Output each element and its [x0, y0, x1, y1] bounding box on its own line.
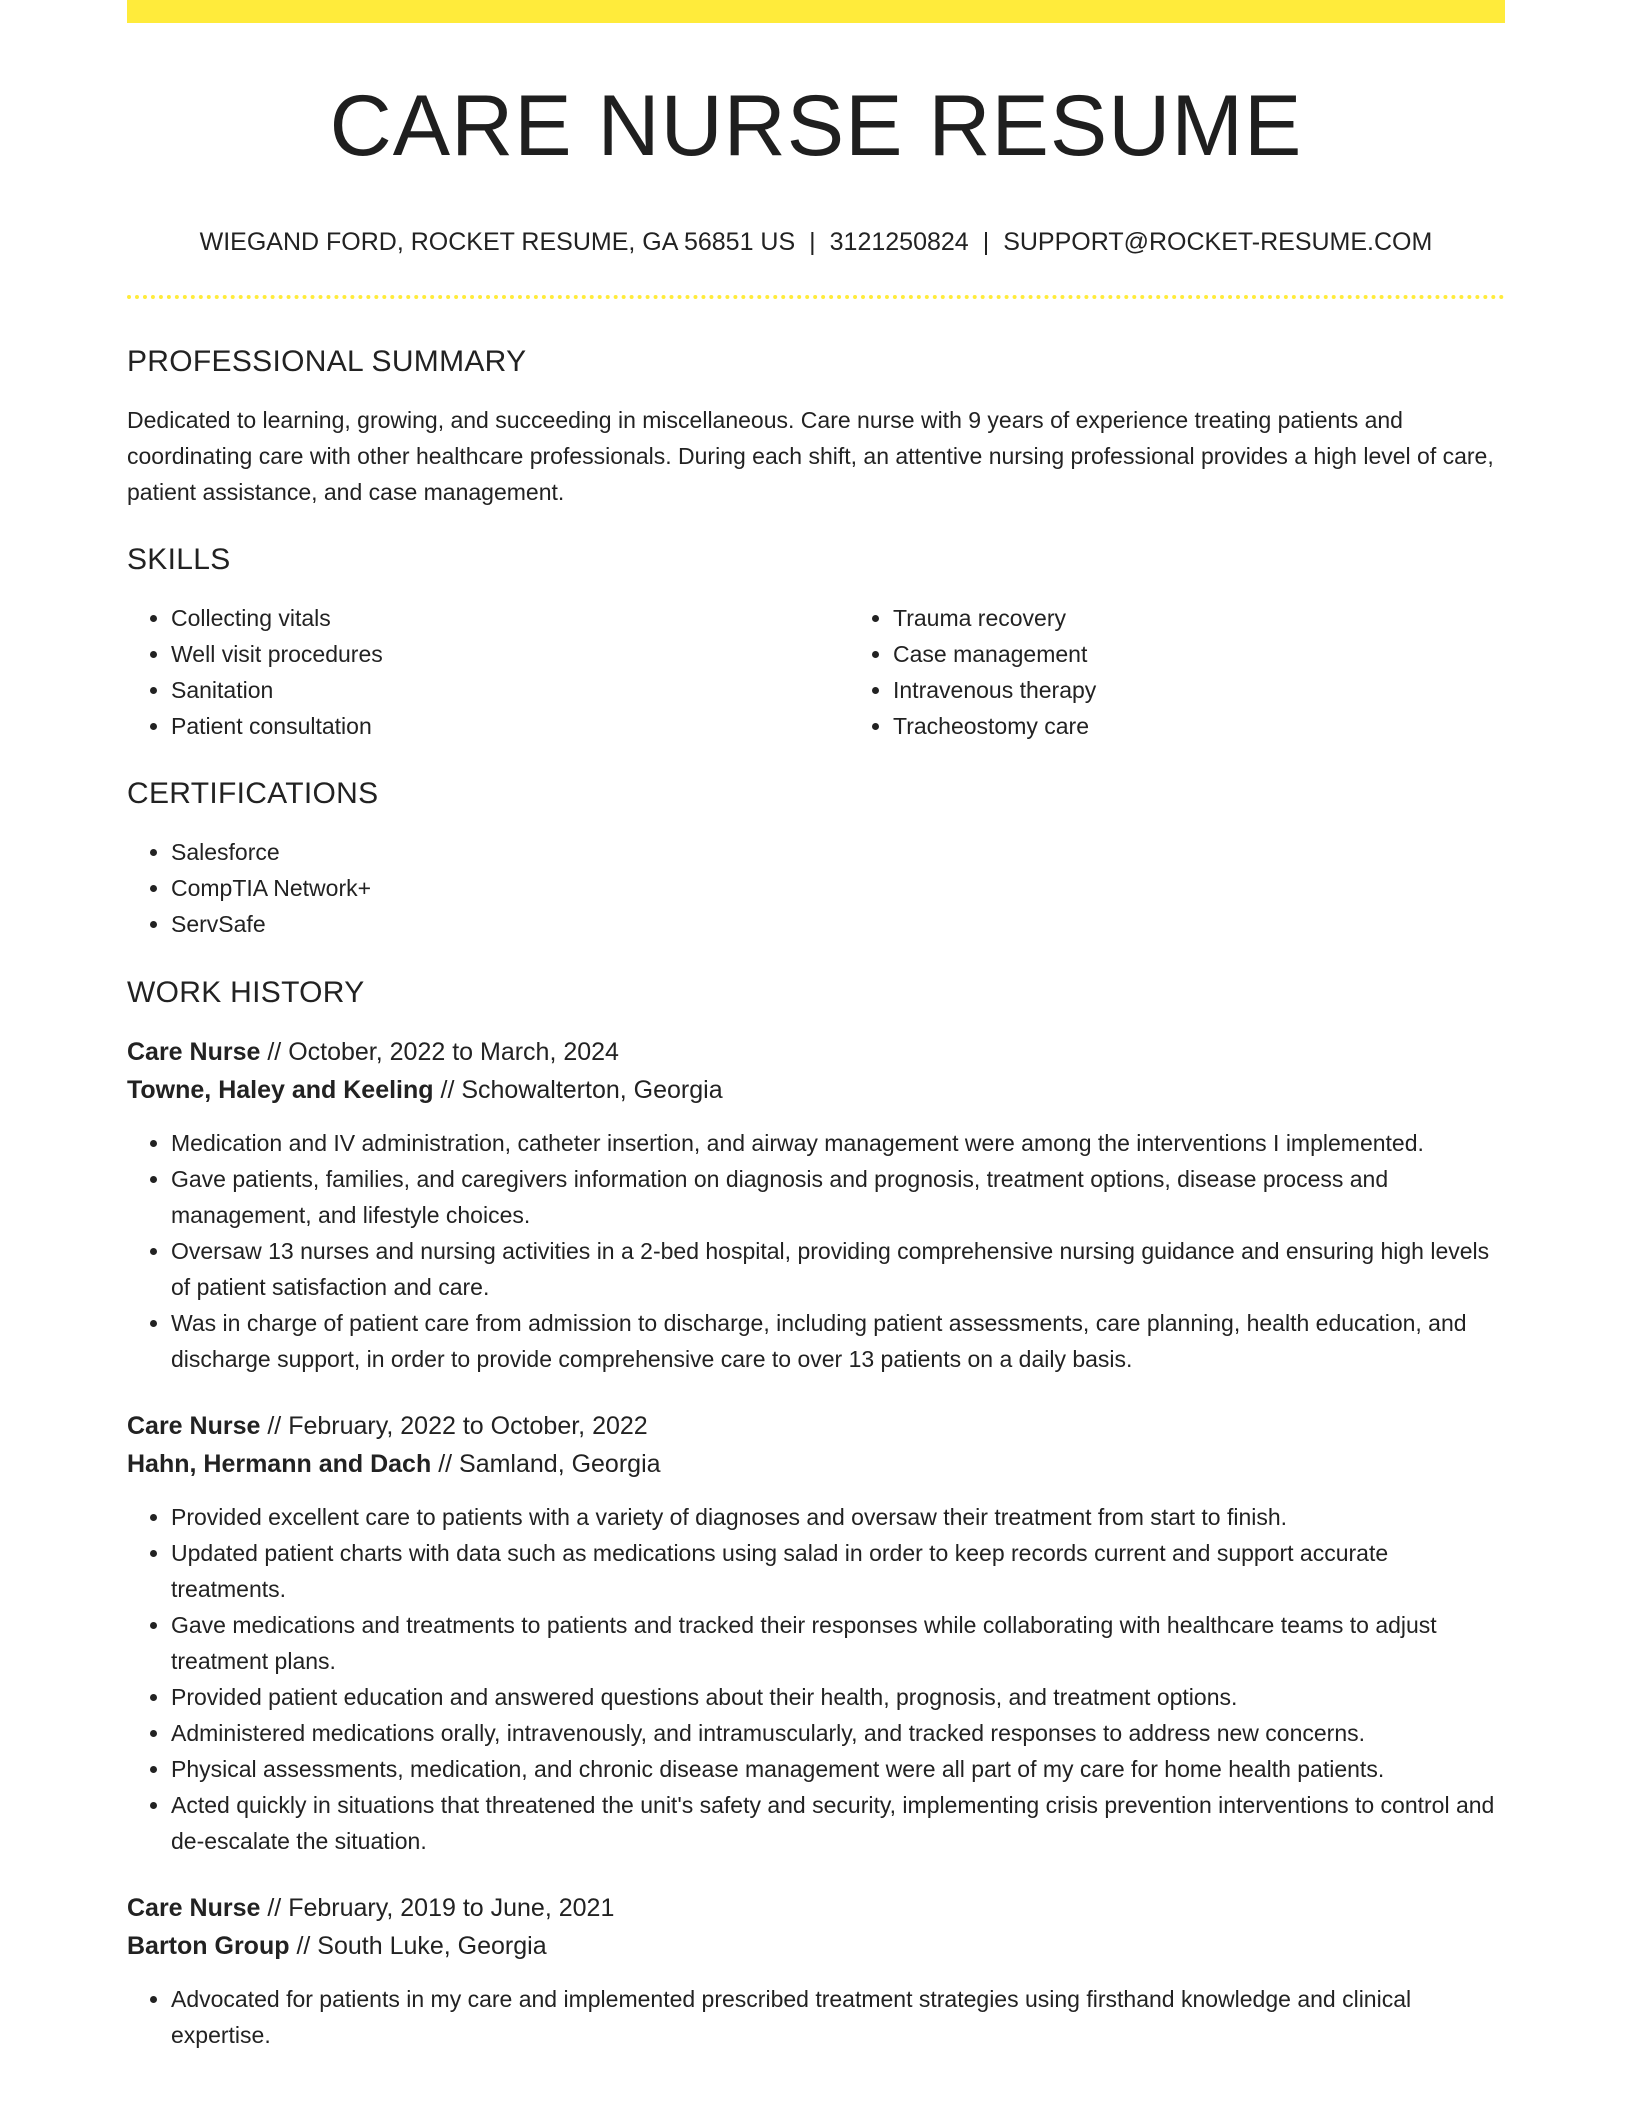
- job-bullet: • Medication and IV administration, catheter insertion, and airway management were among the interventions I implemented.: [171, 1125, 1505, 1161]
- work-history-heading: WORK HISTORY: [127, 976, 365, 1009]
- contact-line: [127, 227, 1505, 257]
- contact-separator: |: [982, 228, 990, 256]
- job-title: Care Nurse: [127, 1894, 261, 1922]
- skill-item: • Case management: [893, 636, 1505, 672]
- summary-section: [127, 344, 1505, 510]
- job-location: // Schowalterton, Georgia: [440, 1076, 723, 1104]
- job-title: Care Nurse: [127, 1038, 261, 1066]
- job-location: // Samland, Georgia: [438, 1450, 661, 1478]
- job-dates: // October, 2022 to March, 2024: [267, 1038, 619, 1066]
- work-history-section: [127, 975, 1505, 2053]
- job-company: Towne, Haley and Keeling: [127, 1076, 434, 1104]
- job-company-line: [127, 1445, 1505, 1483]
- job-company-line: [127, 1927, 1505, 1965]
- job-bullet: • Provided excellent care to patients with a variety of diagnoses and oversaw their treatment from start to finish.: [171, 1499, 1505, 1535]
- job-title-line: [127, 1033, 1505, 1071]
- skill-item: • Tracheostomy care: [893, 708, 1505, 744]
- skill-item: • Trauma recovery: [893, 600, 1505, 636]
- accent-top-bar: [127, 0, 1505, 23]
- certification-item: • Salesforce: [171, 834, 1505, 870]
- skills-list-right: [849, 600, 1505, 744]
- job-bullet: • Advocated for patients in my care and implemented prescribed treatment strategies using firsthand knowledge and clinical expertise.: [171, 1981, 1505, 2053]
- certifications-section: [127, 776, 1505, 942]
- job-bullet: • Provided patient education and answered questions about their health, prognosis, and treatment options.: [171, 1679, 1505, 1715]
- job-bullet: • Administered medications orally, intravenously, and intramuscularly, and tracked responses to address new concerns.: [171, 1715, 1505, 1751]
- skill-item: • Intravenous therapy: [893, 672, 1505, 708]
- resume-page: [127, 0, 1505, 2053]
- certification-item: • CompTIA Network+: [171, 870, 1505, 906]
- job-dates: // February, 2022 to October, 2022: [267, 1412, 648, 1440]
- job-entry: [127, 1889, 1505, 2053]
- page-title: CARE NURSE RESUME: [329, 78, 1303, 174]
- job-title-line: [127, 1407, 1505, 1445]
- skill-item: • Patient consultation: [171, 708, 849, 744]
- skills-heading: SKILLS: [127, 543, 231, 576]
- certifications-heading: CERTIFICATIONS: [127, 777, 379, 810]
- job-bullet: • Gave medications and treatments to patients and tracked their responses while collaborating with healthcare teams to adjust treatment plans.: [171, 1607, 1505, 1679]
- job-dates: // February, 2019 to June, 2021: [267, 1894, 615, 1922]
- skills-list-left: [127, 600, 849, 744]
- contact-address: WIEGAND FORD, ROCKET RESUME, GA 56851 US: [199, 228, 796, 256]
- job-title: Care Nurse: [127, 1412, 261, 1440]
- skill-item: • Collecting vitals: [171, 600, 849, 636]
- job-bullets: [127, 1981, 1505, 2053]
- job-company: Barton Group: [127, 1932, 290, 1960]
- job-bullets: [127, 1499, 1505, 1859]
- job-bullet: • Oversaw 13 nurses and nursing activities in a 2-bed hospital, providing comprehensive nursing guidance and ensuring high levels of patient satisfaction and care.: [171, 1233, 1505, 1305]
- job-entry: [127, 1407, 1505, 1859]
- job-title-line: [127, 1889, 1505, 1927]
- job-company: Hahn, Hermann and Dach: [127, 1450, 432, 1478]
- job-bullets: [127, 1125, 1505, 1377]
- dotted-divider: [127, 295, 1505, 299]
- summary-text: Dedicated to learning, growing, and succeeding in miscellaneous. Care nurse with 9 years of experience treating patients and coordinating care with other healthcare professionals. During each shift, an attentive nursing professional provides a high level of care, patient assistance, and case management.: [127, 407, 1494, 505]
- contact-phone[interactable]: 3121250824: [829, 228, 969, 256]
- job-location: // South Luke, Georgia: [296, 1932, 547, 1960]
- job-company-line: [127, 1071, 1505, 1109]
- job-bullet: • Physical assessments, medication, and chronic disease management were all part of my care for home health patients.: [171, 1751, 1505, 1787]
- contact-email[interactable]: SUPPORT@ROCKET-RESUME.COM: [1003, 228, 1433, 256]
- job-bullet: • Acted quickly in situations that threatened the unit's safety and security, implementing crisis prevention interventions to control and de-escalate the situation.: [171, 1787, 1505, 1859]
- job-entry: [127, 1033, 1505, 1377]
- skills-section: [127, 542, 1505, 744]
- summary-heading: PROFESSIONAL SUMMARY: [127, 345, 527, 378]
- skill-item: • Sanitation: [171, 672, 849, 708]
- job-bullet: • Gave patients, families, and caregivers information on diagnosis and prognosis, treatment options, disease process and management, and lifestyle choices.: [171, 1161, 1505, 1233]
- certification-item: • ServSafe: [171, 906, 1505, 942]
- contact-separator: |: [809, 228, 816, 256]
- job-bullet: • Was in charge of patient care from admission to discharge, including patient assessments, care planning, health education, and discharge support, in order to provide comprehensive care to over 13 patients on a daily basis.: [171, 1305, 1505, 1377]
- job-bullet: • Updated patient charts with data such as medications using salad in order to keep records current and support accurate treatments.: [171, 1535, 1505, 1607]
- skill-item: • Well visit procedures: [171, 636, 849, 672]
- skills-grid: [127, 600, 1505, 744]
- certifications-list: [127, 834, 1505, 942]
